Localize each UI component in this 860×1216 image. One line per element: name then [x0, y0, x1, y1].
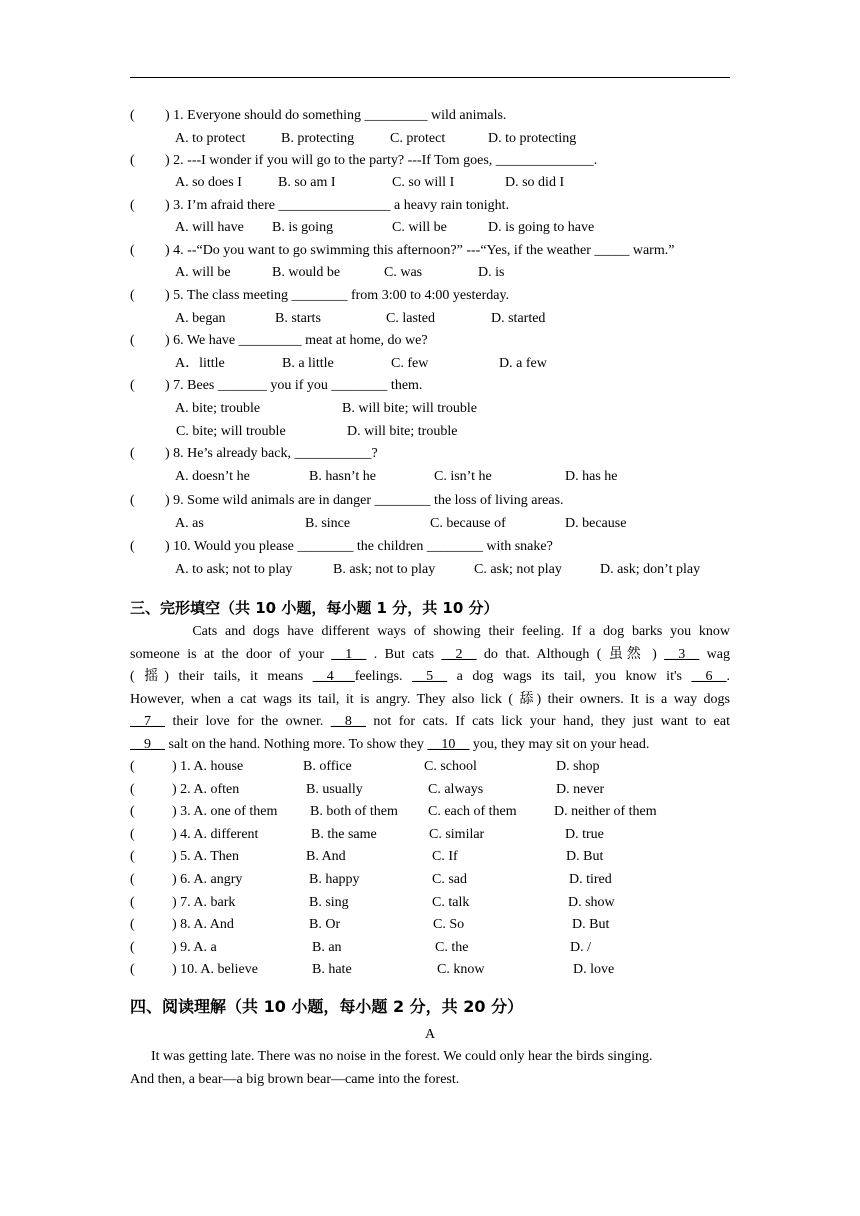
question-bracket[interactable]: ( — [130, 378, 135, 393]
answer-option: A. so does I — [175, 175, 242, 190]
answer-option: B. would be — [272, 265, 341, 280]
answer-option: C. ask; not play — [474, 562, 562, 577]
question-bracket[interactable]: ( — [130, 446, 135, 461]
answer-option: D. show — [568, 895, 615, 910]
answer-option: A. will have — [175, 220, 244, 235]
answer-option: D. But — [566, 849, 604, 864]
answer-option: B. is going — [272, 220, 334, 235]
question-bracket[interactable]: ( — [130, 198, 135, 213]
answer-option: A. to protect — [175, 131, 246, 146]
section-3-title: 三、完形填空（共 10 小题，每小题 1 分，共 10 分） — [130, 599, 499, 617]
answer-option: B. so am I — [278, 175, 336, 190]
cloze-text: However, when a cat wags its tail, it is angry. They also lick ( 舔) their owners. It is a way dogs — [130, 691, 730, 707]
cloze-line — [130, 734, 730, 757]
question-bracket[interactable]: ( — [130, 243, 135, 258]
cloze-item-stem: ) 8. A. And — [172, 917, 234, 932]
cloze-text: a dog wags its tail, you know it's — [447, 669, 692, 685]
answer-option: C. So — [433, 917, 465, 932]
question-stem: ) 2. ---I wonder if you will go to the party? ---If Tom goes, ______________. — [165, 153, 598, 168]
cloze-text: . — [726, 669, 730, 685]
answer-option: A. to ask; not to play — [175, 562, 293, 577]
answer-option: C. because of — [430, 516, 506, 531]
answer-option: C. lasted — [386, 311, 435, 326]
question-bracket[interactable]: ( — [130, 962, 135, 977]
cloze-item-stem: ) 5. A. Then — [172, 849, 240, 864]
answer-option: D. love — [573, 962, 615, 977]
answer-option: C. know — [437, 962, 485, 977]
answer-option: C. similar — [429, 827, 485, 842]
answer-option: C. school — [424, 759, 477, 774]
question-bracket[interactable]: ( — [130, 108, 135, 123]
answer-option: C. bite; will trouble — [176, 424, 286, 439]
cloze-item-stem: ) 2. A. often — [172, 782, 240, 797]
question-bracket[interactable]: ( — [130, 872, 135, 887]
answer-option: D. will bite; trouble — [347, 424, 458, 439]
question-stem: ) 9. Some wild animals are in danger ________ the loss of living areas. — [165, 493, 564, 508]
answer-option: B. a little — [282, 356, 334, 371]
answer-option: B. hasn’t he — [309, 469, 377, 484]
answer-option: D. a few — [499, 356, 547, 371]
question-bracket[interactable]: ( — [130, 917, 135, 932]
answer-option: D. But — [572, 917, 610, 932]
answer-option: C. talk — [432, 895, 470, 910]
answer-option: D. tired — [569, 872, 612, 887]
answer-option: C. so will I — [392, 175, 455, 190]
section-4-title: 四、阅读理解（共 10 小题，每小题 2 分，共 20 分） — [130, 997, 524, 1016]
answer-option: D. ask; don’t play — [600, 562, 701, 577]
cloze-blank: __9__ — [130, 736, 165, 752]
cloze-blank: __6__ — [691, 669, 727, 685]
cloze-blank: __5__ — [412, 669, 448, 685]
cloze-item-stem: ) 6. A. angry — [172, 872, 243, 887]
cloze-line — [130, 621, 730, 644]
cloze-line — [130, 689, 730, 712]
answer-option: D. shop — [556, 759, 600, 774]
answer-option: D. so did I — [505, 175, 565, 190]
answer-option: B. And — [306, 849, 346, 864]
cloze-item-stem: ) 10. A. believe — [172, 962, 258, 977]
cloze-text: salt on the hand. Nothing more. To show they — [165, 736, 428, 752]
reading-line-2: And then, a bear—a big brown bear—came into the forest. — [130, 1072, 460, 1087]
cloze-item-stem: ) 9. A. a — [172, 940, 217, 955]
answer-option: B. happy — [309, 872, 360, 887]
question-stem: ) 6. We have _________ meat at home, do we? — [165, 333, 428, 348]
question-stem: ) 10. Would you please ________ the children ________ with snake? — [165, 539, 553, 554]
cloze-blank: __8__ — [330, 714, 366, 730]
cloze-text: someone is at the door of your — [130, 646, 332, 662]
answer-option: B. starts — [275, 311, 321, 326]
cloze-text: Cats and dogs have different ways of showing their feeling. If a dog barks you know — [130, 624, 730, 639]
cloze-text: wag — [699, 646, 730, 662]
question-bracket[interactable]: ( — [130, 849, 135, 864]
answer-option: D. true — [565, 827, 604, 842]
cloze-text: ( 摇) their tails, it means — [130, 669, 313, 685]
cloze-item-stem: ) 4. A. different — [172, 827, 259, 842]
answer-option: A. began — [175, 311, 226, 326]
answer-option: C. sad — [432, 872, 467, 887]
question-bracket[interactable]: ( — [130, 782, 135, 797]
answer-option: C. the — [435, 940, 469, 955]
cloze-blank: __4___ — [312, 669, 355, 685]
question-stem: ) 8. He’s already back, ___________? — [165, 446, 378, 461]
answer-option: A. as — [175, 516, 204, 531]
cloze-line — [130, 666, 730, 689]
answer-option: B. both of them — [310, 804, 398, 819]
reading-line-1: It was getting late. There was no noise in the forest. We could only hear the birds singing. — [130, 1049, 653, 1064]
answer-option: C. was — [384, 265, 423, 280]
answer-option: C. always — [428, 782, 484, 797]
answer-option: C. each of them — [428, 804, 517, 819]
answer-option: C. protect — [390, 131, 446, 146]
cloze-blank: __7__ — [130, 714, 165, 730]
cloze-line — [130, 711, 730, 734]
answer-option: D. because — [565, 516, 627, 531]
answer-option: D. to protecting — [488, 131, 577, 146]
answer-option: B. office — [303, 759, 352, 774]
question-bracket[interactable]: ( — [130, 288, 135, 303]
question-stem: ) 1. Everyone should do something _________ wild animals. — [165, 108, 507, 123]
answer-option: C. If — [432, 849, 458, 864]
passage-label: A — [424, 1027, 436, 1042]
answer-option: D. neither of them — [554, 804, 657, 819]
answer-option: A. doesn’t he — [175, 469, 250, 484]
cloze-blank: __3__ — [664, 646, 700, 662]
question-bracket[interactable]: ( — [130, 333, 135, 348]
answer-option: B. ask; not to play — [333, 562, 436, 577]
answer-option: D. never — [556, 782, 605, 797]
answer-option: B. since — [305, 516, 351, 531]
question-bracket[interactable]: ( — [130, 759, 135, 774]
cloze-text: their love for the owner. — [165, 714, 331, 730]
question-bracket[interactable]: ( — [130, 895, 135, 910]
answer-option: D. is going to have — [488, 220, 595, 235]
cloze-text: . But cats — [366, 646, 442, 662]
header-rule — [130, 77, 730, 78]
answer-option: B. Or — [309, 917, 341, 932]
cloze-item-stem: ) 3. A. one of them — [172, 804, 278, 819]
answer-option: A. will be — [175, 265, 231, 280]
question-bracket[interactable]: ( — [130, 804, 135, 819]
answer-option: B. sing — [309, 895, 349, 910]
cloze-text: you, they may sit on your head. — [469, 736, 650, 752]
question-stem: ) 3. I’m afraid there ________________ a heavy rain tonight. — [165, 198, 510, 213]
answer-option: D. has he — [565, 469, 618, 484]
answer-option: D. / — [570, 940, 591, 955]
cloze-blank: __2__ — [441, 646, 477, 662]
answer-option: B. will bite; will trouble — [342, 401, 477, 416]
cloze-blank: __10__ — [427, 736, 470, 752]
cloze-item-stem: ) 7. A. bark — [172, 895, 236, 910]
question-stem: ) 4. --“Do you want to go swimming this afternoon?” ---“Yes, if the weather _____ warm.” — [165, 243, 675, 258]
question-bracket[interactable]: ( — [130, 940, 135, 955]
cloze-text: do that. Although ( 虽然 ) — [476, 646, 665, 662]
answer-option: D. is — [478, 265, 505, 280]
cloze-line — [130, 644, 730, 667]
cloze-passage — [130, 621, 730, 757]
cloze-text: feelings. — [354, 669, 413, 685]
answer-option: B. hate — [312, 962, 352, 977]
answer-option: C. isn’t he — [434, 469, 492, 484]
answer-option: A．little — [175, 356, 225, 371]
cloze-text: not for cats. If cats lick your hand, they just want to eat — [365, 714, 730, 730]
cloze-item-stem: ) 1. A. house — [172, 759, 244, 774]
answer-option: B. an — [312, 940, 342, 955]
question-bracket[interactable]: ( — [130, 827, 135, 842]
answer-option: C. will be — [392, 220, 447, 235]
answer-option: B. protecting — [281, 131, 355, 146]
question-stem: ) 7. Bees _______ you if you ________ them. — [165, 378, 423, 393]
question-stem: ) 5. The class meeting ________ from 3:00 to 4:00 yesterday. — [165, 288, 510, 303]
question-bracket[interactable]: ( — [130, 539, 135, 554]
question-bracket[interactable]: ( — [130, 153, 135, 168]
question-bracket[interactable]: ( — [130, 493, 135, 508]
answer-option: A. bite; trouble — [175, 401, 261, 416]
answer-option: D. started — [491, 311, 546, 326]
answer-option: C. few — [391, 356, 429, 371]
cloze-blank: __1__ — [331, 646, 367, 662]
answer-option: B. usually — [306, 782, 363, 797]
answer-option: B. the same — [311, 827, 377, 842]
